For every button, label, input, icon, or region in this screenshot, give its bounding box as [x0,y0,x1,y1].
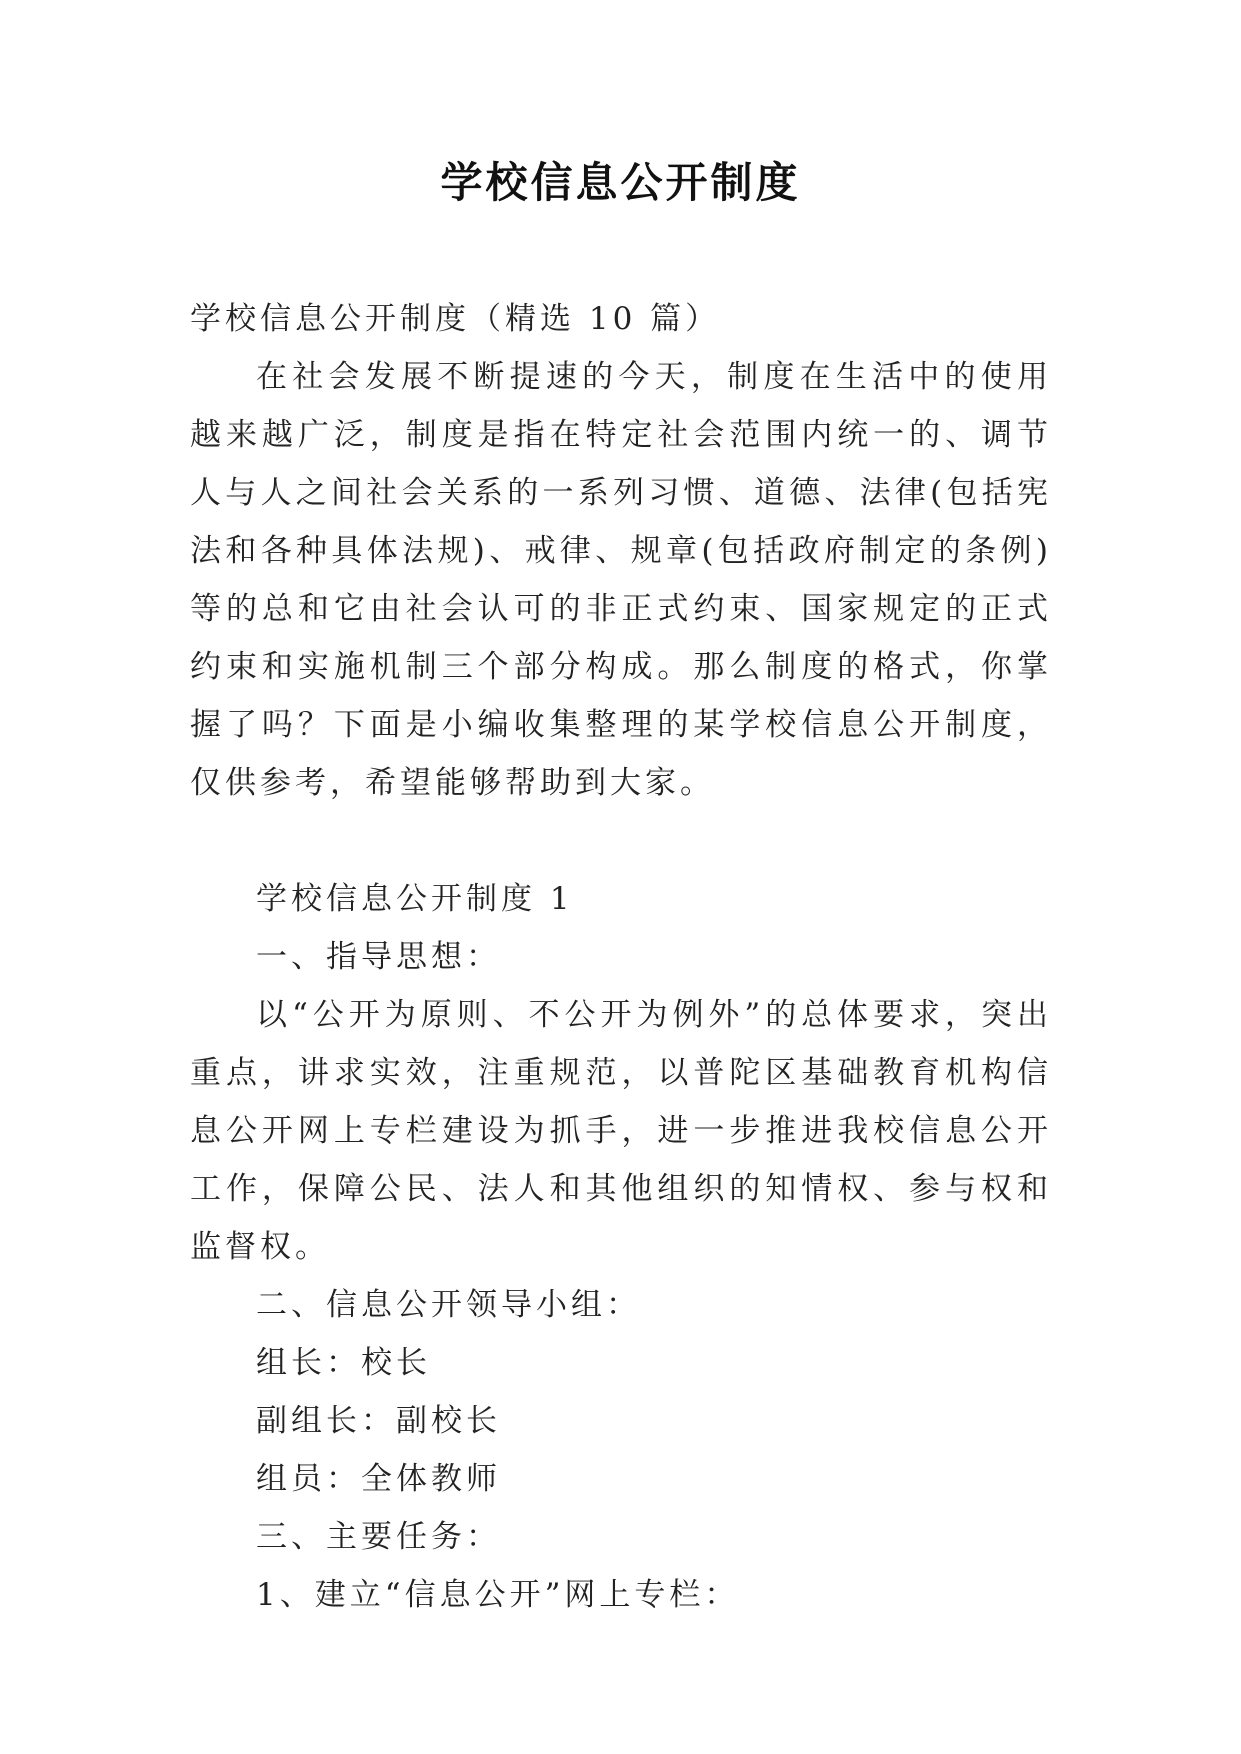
group-members: 组员：全体教师 [256,1461,501,1497]
task-item-1: 1、建立“信息公开”网上专栏： [256,1577,740,1613]
heading-guiding-thought: 一、指导思想： [256,939,501,975]
heading-main-tasks: 三、主要任务： [256,1519,501,1555]
document-body [190,290,1052,1624]
heading-leadership-group: 二、信息公开领导小组： [256,1287,641,1323]
paragraph-spacer [190,812,1052,870]
guiding-thought-paragraph: 以“公开为原则、不公开为例外”的总体要求，突出重点，讲求实效，注重规范，以普陀区基础教育机构信息公开网上专栏建设为抓手，进一步推进我校信息公开工作，保障公民、法人和其他组织的知情权、参与权和监督权。 [190,997,1052,1265]
document-subtitle: 学校信息公开制度（精选 10 篇） [190,301,721,337]
intro-paragraph: 在社会发展不断提速的今天，制度在生活中的使用越来越广泛，制度是指在特定社会范围内统一的、调节人与人之间社会关系的一系列习惯、道德、法律(包括宪法和各种具体法规)、戒律、规章(包括政府制定的条例)等的总和它由社会认可的非正式约束、国家规定的正式约束和实施机制三个部分构成。那么制度的格式，你掌握了吗？下面是小编收集整理的某学校信息公开制度，仅供参考，希望能够帮助到大家。 [190,359,1052,801]
group-leader: 组长：校长 [256,1345,431,1381]
document-title: 学校信息公开制度 [440,158,801,207]
section-title: 学校信息公开制度 1 [256,881,574,917]
group-vice-leader: 副组长：副校长 [256,1403,501,1439]
